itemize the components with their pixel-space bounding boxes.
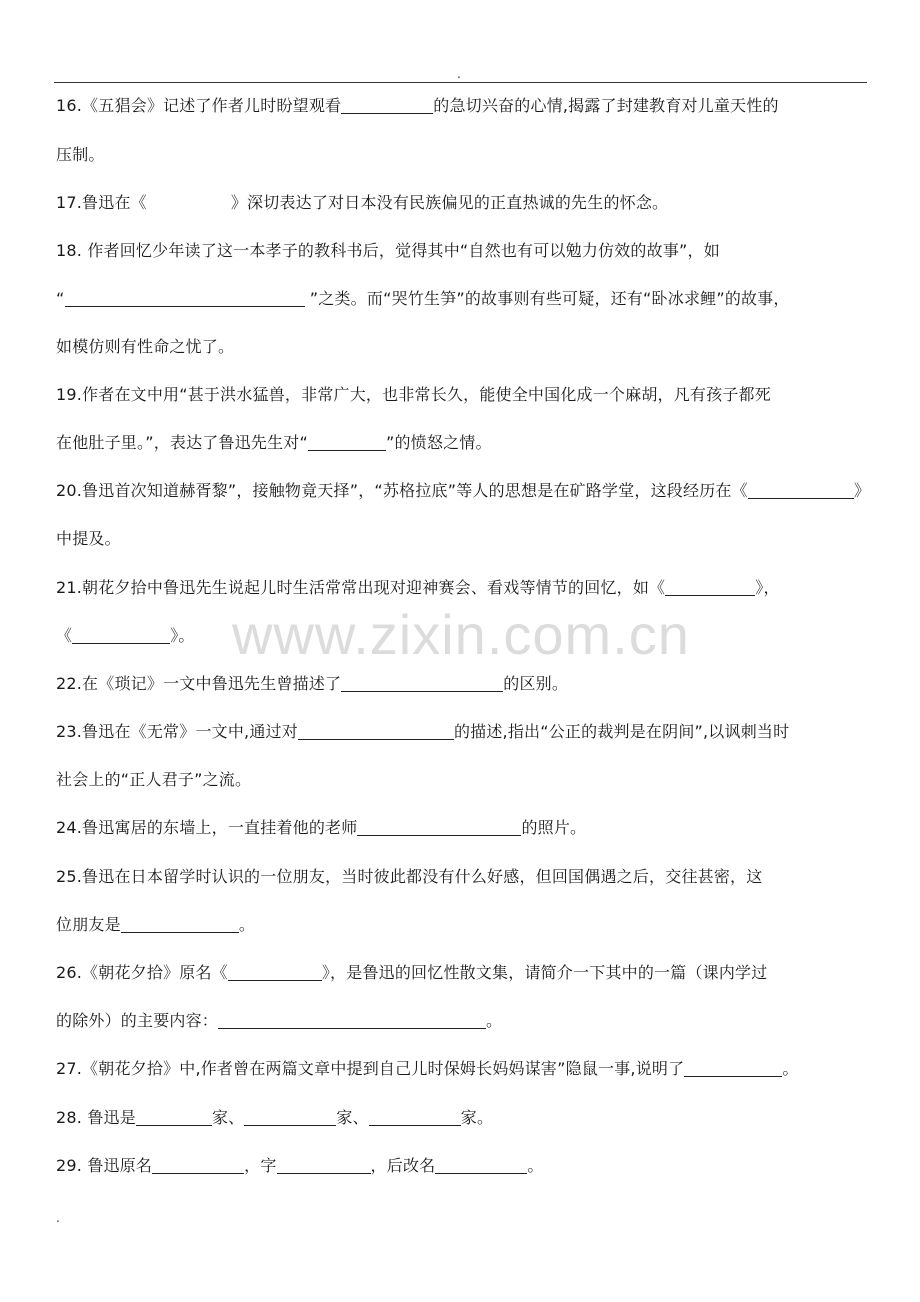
text-segment: 家、 bbox=[336, 1108, 369, 1127]
text-segment: 》。 bbox=[170, 626, 195, 645]
question-21-line-2 bbox=[56, 626, 195, 646]
text-segment: 28. 鲁迅是 bbox=[56, 1108, 136, 1127]
watermark: www.zixin.com.cn bbox=[232, 603, 690, 666]
text-segment: ，后改名 bbox=[370, 1156, 436, 1175]
text-segment: 16.《五猖会》记述了作者儿时盼望观看 bbox=[56, 96, 342, 115]
question-27-line-1 bbox=[56, 1059, 799, 1079]
text-segment: 27.《朝花夕拾》中,作者曾在两篇文章中提到自己儿时保姆长妈妈谋害”隐鼠一事,说明了 bbox=[56, 1059, 685, 1078]
question-18-line-2 bbox=[56, 289, 790, 309]
question-19-line-2 bbox=[56, 433, 492, 453]
answer-blank bbox=[228, 964, 322, 981]
answer-blank bbox=[136, 1109, 212, 1126]
question-28-line-1 bbox=[56, 1108, 493, 1128]
text-segment: 的描述,指出“公正的裁判是在阴间”,以讽刺当时 bbox=[453, 722, 790, 741]
question-18-line-1 bbox=[56, 241, 720, 261]
answer-blank bbox=[308, 434, 386, 451]
question-19-line-1 bbox=[56, 385, 771, 405]
answer-blank bbox=[121, 916, 239, 933]
question-20-line-2 bbox=[56, 529, 121, 549]
question-16-line-2 bbox=[56, 145, 105, 165]
answer-blank bbox=[684, 1060, 782, 1077]
answer-blank bbox=[277, 1157, 371, 1174]
text-segment: 家。 bbox=[460, 1108, 494, 1127]
question-29-line-1 bbox=[56, 1156, 544, 1176]
answer-blank bbox=[72, 627, 170, 644]
question-25-line-1 bbox=[56, 867, 762, 887]
text-segment: 的照片。 bbox=[521, 818, 587, 837]
question-22-line-1 bbox=[56, 674, 568, 694]
answer-blank bbox=[435, 1157, 527, 1174]
text-segment: 23.鲁迅在《无常》一文中,通过对 bbox=[56, 722, 298, 741]
text-segment: 25.鲁迅在日本留学时认识的一位朋友，当时彼此都没有什么好感，但回国偶遇之后，交往甚密，这 bbox=[56, 867, 763, 886]
question-21-line-1 bbox=[56, 578, 780, 598]
text-segment: 20.鲁迅首次知道赫胥黎”，接触物竟天择”，“苏格拉底”等人的思想是在矿路学堂，这段经历在《 bbox=[56, 481, 748, 500]
text-segment: 17.鲁迅在《 bbox=[56, 193, 147, 212]
answer-blank bbox=[65, 290, 305, 307]
question-16-line-1 bbox=[56, 96, 779, 116]
text-segment: 19.作者在文中用“甚于洪水猛兽，非常广大，也非常长久，能使全中国化成一个麻胡，凡有孩子都死 bbox=[56, 385, 771, 404]
question-23-line-2 bbox=[56, 770, 251, 790]
text-segment: ，字 bbox=[244, 1156, 277, 1175]
text-segment: 29. 鲁迅原名 bbox=[56, 1156, 153, 1175]
text-segment: 的区别。 bbox=[503, 674, 569, 693]
text-segment: 《 bbox=[56, 626, 73, 645]
text-segment: 。 bbox=[527, 1156, 544, 1175]
text-segment: “ bbox=[56, 289, 65, 308]
header-mark: . bbox=[457, 67, 461, 81]
question-26-line-1 bbox=[56, 963, 767, 983]
answer-blank bbox=[341, 675, 503, 692]
answer-blank bbox=[244, 1109, 336, 1126]
text-segment: 21.朝花夕拾中鲁迅先生说起儿时生活常常出现对迎神赛会、看戏等情节的回忆，如《 bbox=[56, 578, 666, 597]
question-24-line-1 bbox=[56, 818, 586, 838]
text-segment: ”的愤怒之情。 bbox=[385, 433, 492, 452]
text-segment: 中提及。 bbox=[56, 529, 121, 548]
answer-blank bbox=[341, 97, 433, 114]
text-segment: 22.在《琐记》一文中鲁迅先生曾描述了 bbox=[56, 674, 342, 693]
text-segment: 》，是鲁迅的回忆性散文集，请简介一下其中的一篇（课内学过 bbox=[321, 963, 768, 982]
text-segment: 家、 bbox=[211, 1108, 245, 1127]
text-segment: 位朋友是 bbox=[56, 915, 121, 934]
text-segment: 如模仿则有性命之忧了。 bbox=[56, 337, 235, 356]
answer-blank bbox=[152, 1157, 244, 1174]
text-segment: 社会上的“正人君子”之流。 bbox=[56, 770, 252, 789]
text-segment: 。 bbox=[782, 1059, 799, 1078]
text-segment: 18. 作者回忆少年读了这一本孝子的教科书后，觉得其中“自然也有可以勉力仿效的故事”，如 bbox=[56, 241, 720, 260]
answer-blank bbox=[748, 482, 854, 499]
header-rule bbox=[54, 82, 867, 83]
question-23-line-1 bbox=[56, 722, 789, 742]
text-segment: 。 bbox=[238, 915, 256, 934]
question-20-line-1 bbox=[56, 481, 870, 501]
text-segment: 在他肚子里。”，表达了鲁迅先生对“ bbox=[56, 433, 308, 452]
question-17-line-1 bbox=[56, 193, 668, 213]
answer-blank bbox=[218, 1012, 486, 1029]
text-segment: 》， bbox=[755, 578, 780, 597]
question-25-line-2 bbox=[56, 915, 255, 935]
question-26-line-2 bbox=[56, 1011, 502, 1031]
text-segment: 。 bbox=[486, 1011, 503, 1030]
answer-blank bbox=[369, 1109, 461, 1126]
text-segment: 的急切兴奋的心情,揭露了封建教育对儿童天性的 bbox=[433, 96, 779, 115]
text-segment: 》 bbox=[853, 481, 871, 500]
text-segment: 26.《朝花夕拾》原名《 bbox=[56, 963, 228, 982]
text-segment: 压制。 bbox=[56, 145, 105, 164]
text-segment: 24.鲁迅寓居的东墙上，一直挂着他的老师 bbox=[56, 818, 358, 837]
text-segment: 的除外）的主要内容： bbox=[56, 1011, 219, 1030]
text-segment: 》深切表达了对日本没有民族偏见的正直热诚的先生的怀念。 bbox=[230, 193, 669, 212]
answer-blank bbox=[357, 819, 521, 836]
question-18-line-3 bbox=[56, 337, 234, 357]
footer-mark: . bbox=[56, 1211, 60, 1225]
answer-blank bbox=[298, 723, 454, 740]
answer-blank bbox=[665, 579, 755, 596]
text-segment: ”之类。而“哭竹生笋”的故事则有些可疑，还有“卧冰求鲤”的故事， bbox=[304, 289, 790, 308]
